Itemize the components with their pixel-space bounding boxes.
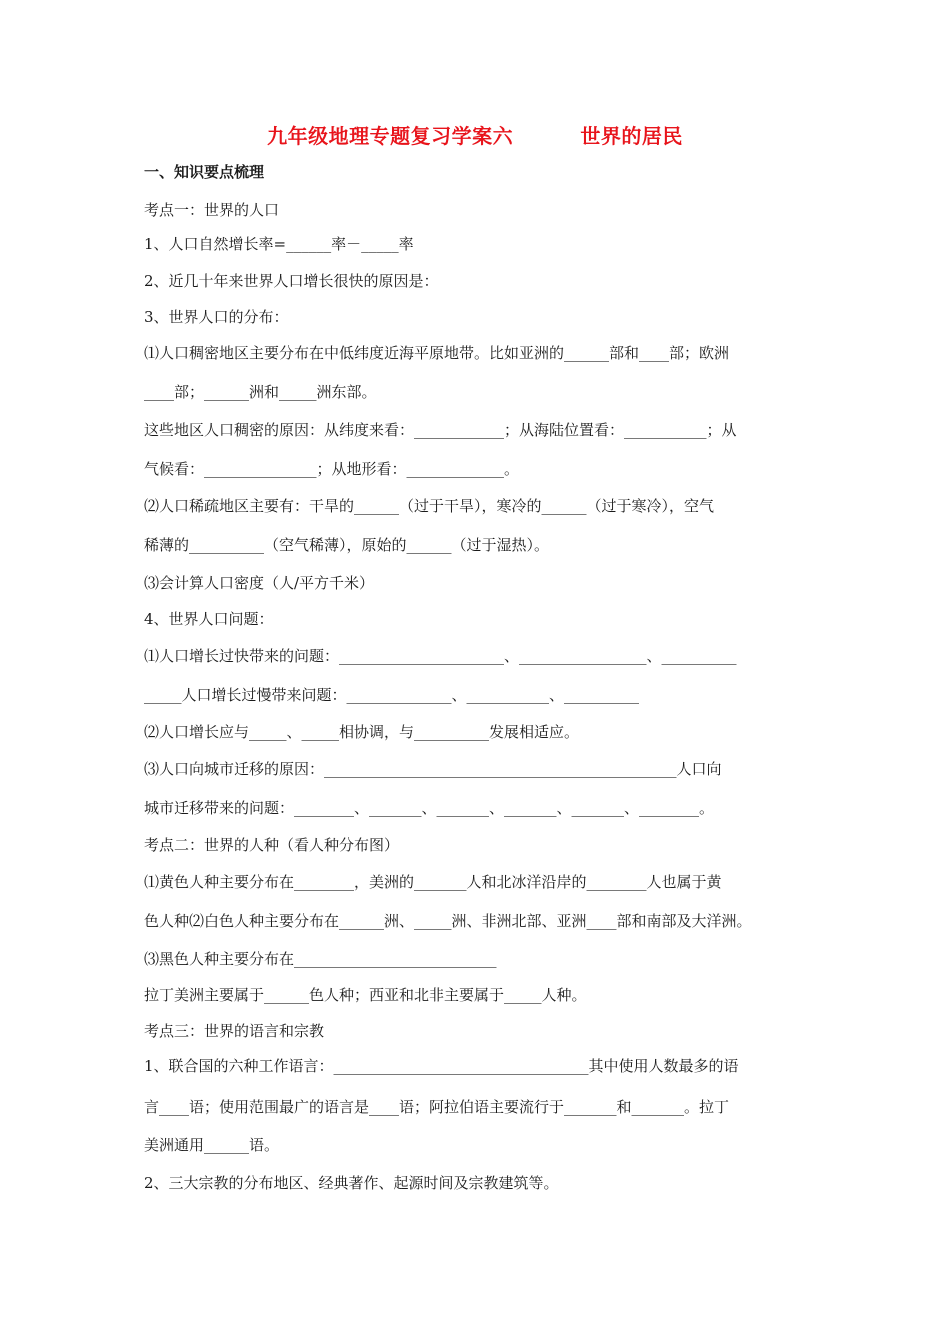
exam-point-heading: 考点二：世界的人种（看人种分布图） xyxy=(144,836,400,854)
question-line: 2、三大宗教的分布地区、经典著作、起源时间及宗教建筑等。 xyxy=(144,1174,559,1192)
question-line: 言____语；使用范围最广的语言是____语；阿拉伯语主要流行于_______和_______。拉丁 xyxy=(144,1098,730,1116)
question-line: 4、世界人口问题： xyxy=(144,610,274,628)
question-line: ⑵人口增长应与_____、_____相协调，与__________发展相适应。 xyxy=(144,723,580,741)
question-line: _____人口增长过慢带来问题：______________、___________、__________ xyxy=(144,686,640,704)
exam-point-heading: 考点三：世界的语言和宗教 xyxy=(144,1022,325,1040)
question-line: 2、近几十年来世界人口增长很快的原因是： xyxy=(144,272,439,290)
section-heading: 一、知识要点梳理 xyxy=(144,163,265,181)
question-line: ____部；______洲和_____洲东部。 xyxy=(144,383,377,401)
question-line: ⑶会计算人口密度（人/平方千米） xyxy=(144,574,375,592)
question-line: 拉丁美洲主要属于______色人种；西亚和北非主要属于_____人种。 xyxy=(144,986,587,1004)
question-line: 稀薄的__________（空气稀薄），原始的______（过于湿热）。 xyxy=(144,536,550,554)
question-line: 这些地区人口稠密的原因：从纬度来看：____________；从海陆位置看：___________；从 xyxy=(144,421,737,439)
question-line: 3、世界人口的分布： xyxy=(144,308,289,326)
question-line: ⑴人口增长过快带来的问题：______________________、_________________、__________ xyxy=(144,647,737,665)
question-line: 1、人口自然增长率=______率－_____率 xyxy=(144,235,414,253)
exam-point-heading: 考点一：世界的人口 xyxy=(144,201,280,219)
question-line: 气候看：_______________；从地形看：_____________。 xyxy=(144,460,520,478)
question-line: 1、联合国的六种工作语言：__________________________________其中使用人数最多的语 xyxy=(144,1057,739,1075)
question-line: ⑵人口稀疏地区主要有：干旱的______（过于干旱），寒冷的______（过于寒冷），空气 xyxy=(144,497,715,515)
question-line: ⑴人口稠密地区主要分布在中低纬度近海平原地带。比如亚洲的______部和____部；欧洲 xyxy=(144,344,730,362)
question-line: ⑴黄色人种主要分布在________，美洲的_______人和北冰洋沿岸的________人也属于黄 xyxy=(144,873,722,891)
document-title: 九年级地理专题复习学案六 世界的居民 xyxy=(267,124,683,148)
question-line: ⑶黑色人种主要分布在___________________________ xyxy=(144,950,497,968)
question-line: 城市迁移带来的问题：________、_______、_______、_______、_______、________。 xyxy=(144,799,715,817)
question-line: 色人种⑵白色人种主要分布在______洲、_____洲、非洲北部、亚洲____部和南部及大洋洲。 xyxy=(144,912,752,930)
question-line: ⑶人口向城市迁移的原因：_______________________________________________人口向 xyxy=(144,760,722,778)
question-line: 美洲通用______语。 xyxy=(144,1136,280,1154)
